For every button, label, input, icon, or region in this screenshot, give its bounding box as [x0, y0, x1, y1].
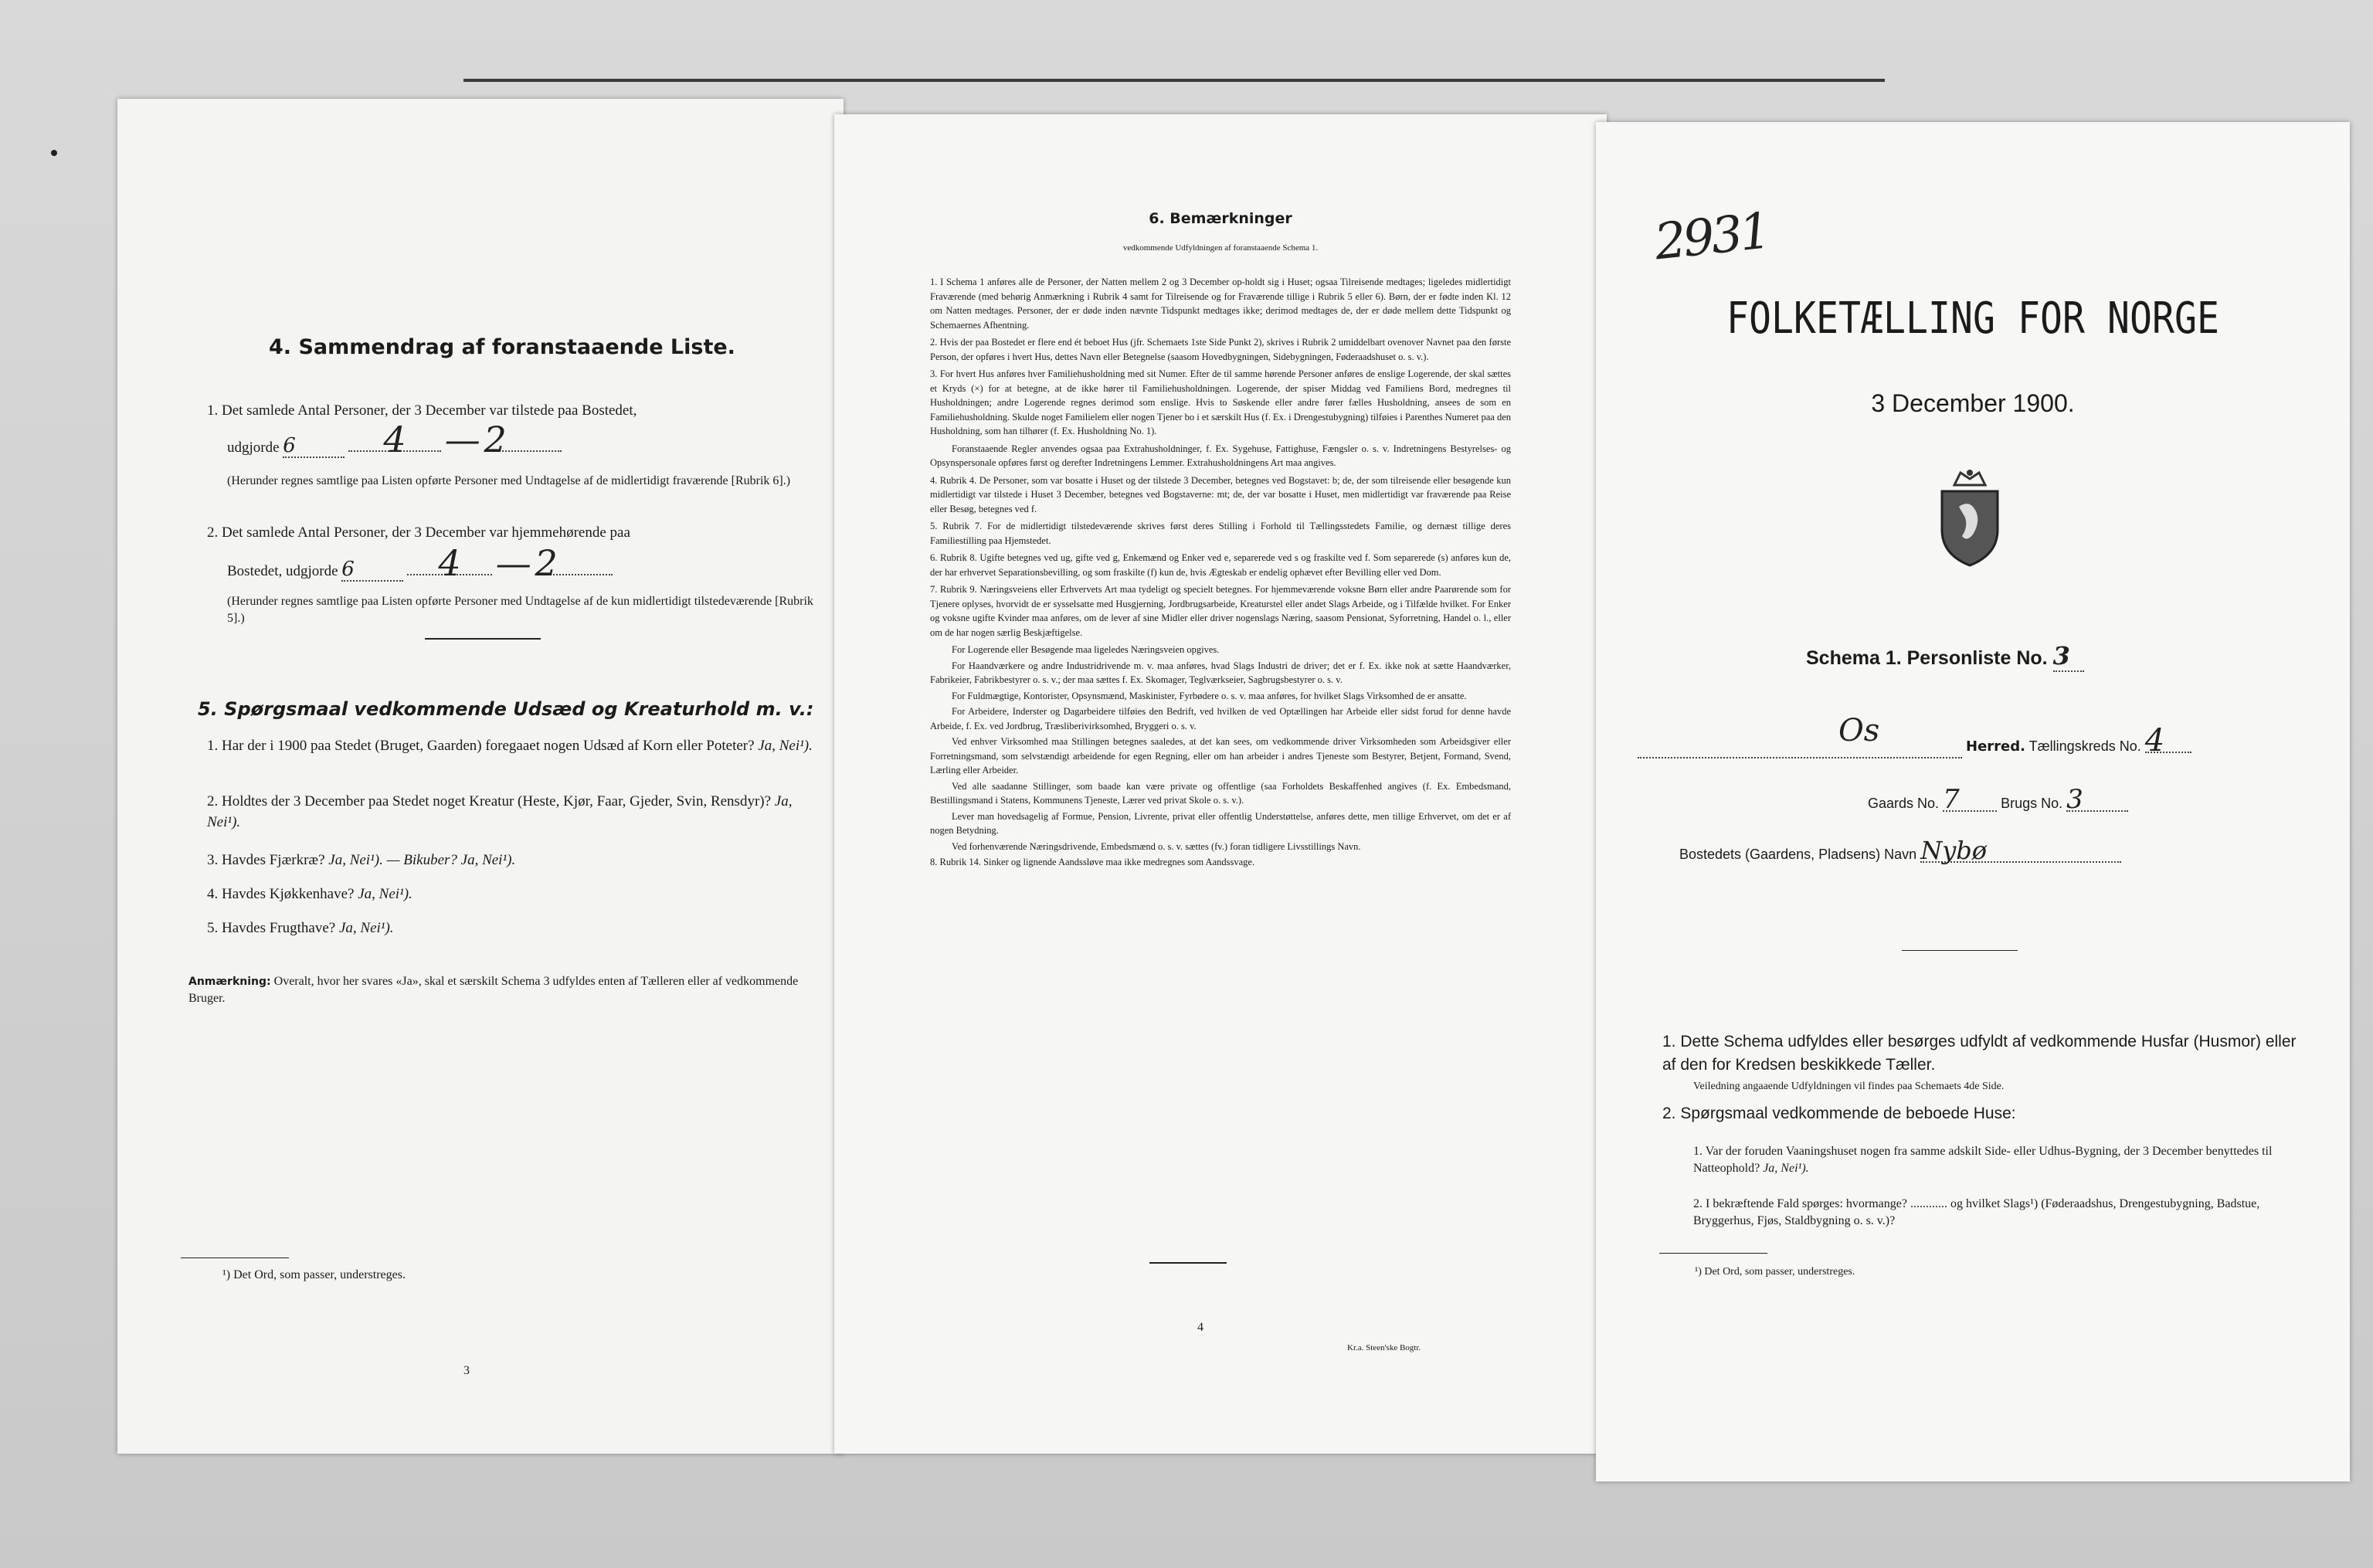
item1-male: 4 [348, 429, 441, 452]
instruction-2-q1-text: 1. Var der foruden Vaaningshuset nogen fra samme adskilt Side- eller Udhus-Bygning, der 3 December benyttedes til Natteophold? [1693, 1145, 2273, 1175]
item2-male: 4 [407, 553, 492, 575]
bemaerkninger-body [930, 275, 1511, 871]
bosted-label: Bostedets (Gaardens, Pladsens) Navn [1679, 847, 1917, 862]
remark-paragraph: 7. Rubrik 9. Næringsveiens eller Erhvervets Art maa tydeligt og specielt betegnes. For hjemmeværende voksne Børn eller andre Paarørende som for Tjenere oplyses, hvorvidt de er sysselsatte med Husgjerning, Jordbrugsarbeide, Kreaturstel eller andet Slags Arbeide, og i Tilfælde hvilket. For Enker og voksne ugifte Kvinder maa anføres, om de lever af sine Midler eller driver nogenslags Næring, saasom Pensionat, Syforretning, Handel o. l., eller om de har nogen særlig Beskjæftigelse. [930, 584, 1511, 638]
section4-item2-prefix: Bostedet, udgjorde [227, 563, 338, 579]
remark-paragraph: 5. Rubrik 7. For de midlertidigt tilstedeværende skrives først deres Stilling i Forhold til Tællingsstedets Familie, og dernæst tillige deres Familiestilling paa Hjemstedet. [930, 521, 1511, 546]
remark-paragraph: Lever man hovedsagelig af Formue, Pension, Livrente, privat eller offentlig Understøttelse, anføres dette, men tillige Erhvervet, om det er af nogen Betydning. [930, 810, 1511, 836]
footnote: ¹) Det Ord, som passer, understreges. [1695, 1266, 1855, 1278]
section5-q4-text: 4. Havdes Kjøkkenhave? [207, 886, 355, 902]
herred-label: Herred. [1966, 738, 2025, 755]
remark-paragraph: 2. Hvis der paa Bostedet er flere end ét beboet Hus (jfr. Schemaets 1ste Side Punkt 2), skrives i Rubrik 2 umiddelbart ovenover Navnet paa den første Person, der opføres i hvert Hus, dettes Navn eller Betegnelse (saasom Hovedbygningen, Sidebygningen, Føderaadshuset o. s. v.). [930, 337, 1511, 362]
remark-paragraph: For Logerende eller Besøgende maa ligeledes Næringsveien opgives. [952, 644, 1220, 655]
section4-item2-line: Bostedet, udgjorde 6 4 — 2 [227, 553, 814, 582]
footnote-rule [181, 1257, 289, 1258]
section4-item1-prefix: udgjorde [227, 440, 280, 456]
section4-item2-note: (Herunder regnes samtlige paa Listen opførte Personer med Undtagelse af de kun midlertidigt tilstedeværende [Rubrik 5].) [227, 595, 813, 625]
section5-q2 [207, 791, 817, 833]
remark-label: Anmærkning: [188, 976, 271, 988]
right-page [1596, 122, 2350, 1481]
section5-q5-answer: Ja, Nei¹). [338, 920, 394, 936]
remark-paragraph: Ved forhenværende Næringsdrivende, Embedsmænd o. s. v. sættes (fv.) foran tidligere Livsstillings Navn. [952, 840, 1361, 852]
bosted-value: Nybø [1920, 840, 2121, 863]
schema-line [1806, 641, 2084, 672]
section4-item1-note: (Herunder regnes samtlige paa Listen opførte Personer med Undtagelse af de midlertidigt fraværende [Rubrik 6].) [227, 474, 791, 487]
item1-female: 2 [484, 429, 562, 452]
left-page [117, 99, 844, 1454]
remark-paragraph: 3. For hvert Hus anføres hver Familiehusholdning med sit Numer. Efter de til samme hørende Personer anføres de enslige Logerende, der skal sættes et Kryds (×) for at betegne, at de ikke hører til Familiehusholdningen. Logerende, der spiser Middag ved Familiens Bord, medregnes til Husholdningen; andre Logerende regnes derimod som enslige. Hvis to Søskende eller andre fører fælles Husholdning, ansees de som en Familiehusholdning. Skulde noget Familielem eller nogen Tjener bo i et særskilt Hus (f. Ex. i Drengestubygning) tilføies i Parenthes Numeret paa den Husholdning, som han tilhører (f. Ex. Husholdning No. 1). [930, 368, 1511, 436]
section5-q2-text: 2. Holdtes der 3 December paa Stedet noget Kreatur (Heste, Kjør, Faar, Gjeder, Svin, Rensdyr)? [207, 793, 772, 809]
divider [425, 638, 541, 640]
item1-total: 6 [283, 436, 345, 458]
herred-value: Os [1838, 713, 1880, 748]
remark-paragraph: 4. Rubrik 4. De Personer, som var bosatte i Huset og der tilstede 3 December, betegnes ved Bogstavet: b; de, der som tilreisende eller besøgende kun midlertidigt var tilstede i Huset 3 December, betegnes ved Bogstaverne: mt; de, der var bosatte i Huset, men midlertidigt var fraværende paa Reise eller Besøg, betegnes ved f. [930, 474, 1511, 514]
footnote: ¹) Det Ord, som passer, understreges. [222, 1268, 406, 1281]
section5-q4 [207, 884, 817, 904]
section4-item1-line: udgjorde 6 4 — 2 [227, 429, 814, 458]
brugs-label: Brugs No. [2001, 796, 2063, 811]
section5-q1-answer: Ja, Nei¹). [758, 738, 813, 754]
section5-q1-text: 1. Har der i 1900 paa Stedet (Bruget, Gaarden) foregaaet nogen Udsæd af Korn eller Poteter? [207, 738, 755, 754]
divider [1902, 950, 2018, 951]
remark-paragraph: Ved enhver Virksomhed maa Stillingen betegnes saaledes, at det kan sees, om vedkommende driver Virksomheden som Arbeidsgiver eller Forretningsmand, som selvstændigt arbeidende for egen Regning, eller om han arbeider i andres Tjeneste som Bestyrer, Betjent, Formand, Svend, Lærling eller Arbeider. [930, 736, 1511, 776]
remark-paragraph: Foranstaaende Regler anvendes ogsaa paa Extrahusholdninger, f. Ex. Sygehuse, Fattighuse, Fængsler o. s. v. Indretningens Bestyrelses- og Opsynspersonale opføres først og derefter Indretningens Lemmer. Extrahusholdningens Art maa angives. [930, 443, 1511, 468]
coat-of-arms-icon [1936, 468, 2004, 568]
section5-q4-answer: Ja, Nei¹). [358, 886, 412, 902]
page-number: 4 [1197, 1321, 1203, 1334]
herred-line [1638, 713, 2317, 759]
remark-paragraph: 1. I Schema 1 anføres alle de Personer, der Natten mellem 2 og 3 December op-holdt sig i Huset; ogsaa Tilreisende medtages; ligeledes midlertidigt Fraværende (med behørig Anmærkning i Rubrik 4 samt for Tilreisende og for Fraværende tillige i Rubrik 5 eller 6). Børn, der er fødte inden Kl. 12 om Natten medtages. Personer, der er døde inden nævnte Tidspunkt medtages ikke; derimod medtages de, der er døde mellem dette Tidspunkt og Schemaernes Afhentning. [930, 277, 1511, 331]
section5-q3-answer: Ja, Nei¹). — Bikuber? Ja, Nei¹). [328, 852, 516, 868]
section4-item1-text: 1. Det samlede Antal Personer, der 3 December var tilstede paa Bostedet, [207, 402, 637, 419]
scan-top-rule [463, 79, 1885, 82]
brugs-value: 3 [2066, 789, 2128, 812]
handwritten-number: 2931 [1652, 202, 1771, 272]
form-title: FOLKETÆLLING FOR NORGE [1726, 294, 2219, 344]
item2-total: 6 [341, 559, 403, 582]
section5-q3-text: 3. Havdes Fjærkræ? [207, 852, 325, 868]
instruction-2-q2: 2. I bekræftende Fald spørges: hvormange? ............ og hvilket Slags¹) (Føderaadshus, Drengestubygning, Badstue, Bryggerhus, Fjøs, Staldbygning o. s. v.)? [1693, 1197, 2260, 1227]
gaards-line [1868, 784, 2128, 815]
remark-paragraph: For Haandværkere og andre Industridrivende m. v. maa anføres, hvad Slags Industri de driver; det er f. Ex. ikke nok at sætte Haandværker, Fabrikeier, Fabrikbestyrer o. s. v.; der maa sættes f. Ex. Skomager, Teglværkseier, Sagbrugsbestyrer o. s. v. [930, 660, 1511, 685]
form-date: 3 December 1900. [1871, 389, 2075, 417]
instruction-1-sub: Veiledning angaaende Udfyldningen vil findes paa Schemaets 4de Side. [1693, 1081, 2005, 1092]
item2-female: 2 [535, 553, 613, 575]
page-number: 3 [463, 1364, 470, 1377]
section5-q3 [207, 850, 817, 871]
section5-q5 [207, 918, 817, 938]
gaards-label: Gaards No. [1868, 796, 1940, 811]
scan-mark [51, 150, 57, 156]
footnote-rule [1659, 1253, 1767, 1254]
remark-text: Overalt, hvor her svares «Ja», skal et særskilt Schema 3 udfyldes enten af Tælleren eller af vedkommende Bruger. [188, 975, 799, 1005]
remark-paragraph: For Fuldmægtige, Kontorister, Opsynsmænd, Maskinister, Fyrbødere o. s. v. maa anføres, for hvilket Slags Virksomhed de er ansatte. [952, 690, 1467, 701]
section4-heading: 4. Sammendrag af foranstaaende Liste. [269, 335, 735, 359]
section5-remark [188, 973, 806, 1007]
instruction-2-q1 [1693, 1143, 2311, 1177]
schema-number: 3 [2053, 641, 2084, 672]
gaards-value: 7 [1943, 789, 1997, 812]
instruction-2: 2. Spørgsmaal vedkommende de beboede Huse: [1662, 1105, 2016, 1122]
instruction-2-q1-answer: Ja, Nei¹). [1763, 1162, 1809, 1175]
remark-paragraph: 8. Rubrik 14. Sinker og lignende Aandssløve maa ikke medregnes som Aandssvage. [930, 857, 1255, 867]
instruction-1: 1. Dette Schema udfyldes eller besørges udfyldt af vedkommende Husfar (Husmor) eller af den for Kredsen beskikkede Tæller. [1662, 1033, 2297, 1074]
remark-paragraph: For Arbeidere, Inderster og Dagarbeidere tilføies den Bedrift, ved hvilken de ved Optællingen har Arbeide eller sidst forud for denne havde Arbeide, f. Ex. ved Jordbrug, Træsliberivirksomhed, Bryggeri o. s. v. [930, 706, 1511, 731]
middle-page [834, 114, 1607, 1454]
section5-q2-answer: Ja, Nei¹). [207, 793, 793, 830]
kreds-value: 4 [2145, 731, 2191, 753]
divider [1149, 1262, 1227, 1264]
remark-paragraph: Ved alle saadanne Stillinger, som baade kan være private og offentlige (saa Forholdets Beskaffenhed angives (f. Ex. Embedsmand, Bestillingsmand i Statens, Kommunens Tjeneste, Lærer ved privat Skole o. s. v.). [930, 780, 1511, 806]
printer-mark: Kr.a. Steen'ske Bogtr. [1347, 1343, 1421, 1352]
section5-q5-text: 5. Havdes Frugthave? [207, 920, 336, 936]
bemaerkninger-subheading: vedkommende Udfyldningen af foranstaaende Schema 1. [1122, 243, 1319, 253]
remark-paragraph: 6. Rubrik 8. Ugifte betegnes ved ug, gifte ved g, Enkemænd og Enker ved e, separerede ved s og fraskilte ved f. Som separerede (s) anføres kun de, der har erhvervet Separationsbevilling, og som fraskilte (f) kun de, hvis Ægteskab er endelig ophævet efter Bevilling eller ved Dom. [930, 552, 1511, 578]
section4-item2-text: 2. Det samlede Antal Personer, der 3 December var hjemmehørende paa [207, 524, 630, 541]
bemaerkninger-heading: 6. Bemærkninger [1149, 210, 1292, 227]
schema-label: Schema 1. Personliste No. [1806, 647, 2048, 669]
section5-q1 [207, 735, 817, 756]
section5-heading: 5. Spørgsmaal vedkommende Udsæd og Kreaturhold m. v.: [198, 698, 814, 720]
kreds-label: Tællingskreds No. [2028, 738, 2141, 754]
bosted-line [1679, 836, 2121, 865]
